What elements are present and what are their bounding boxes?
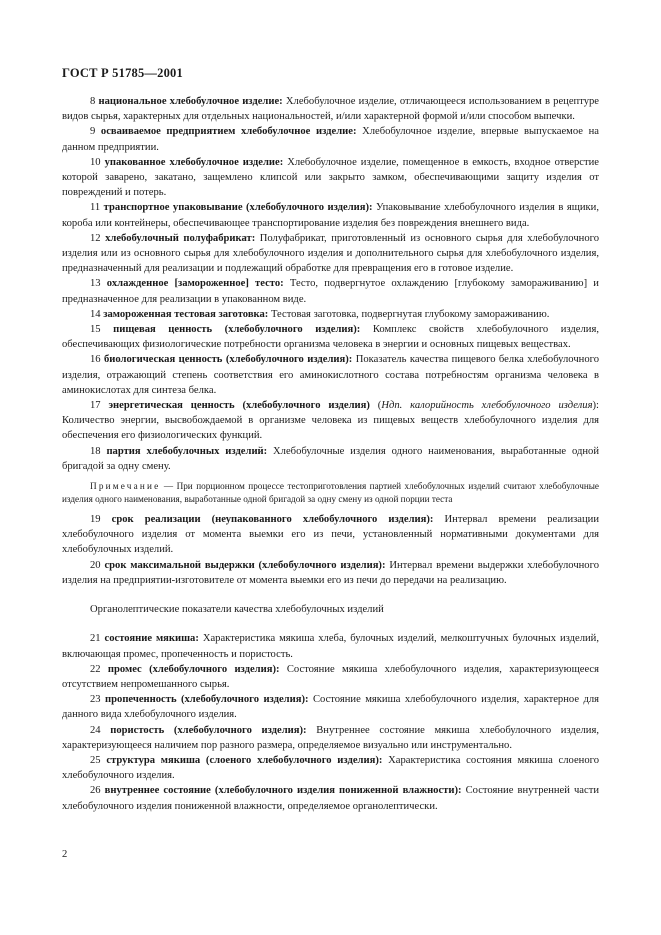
- entry-definition: Полуфабрикат, приготовленный из основного сырья для хлебобулочного изделия или из основного сырья для хлебобулочного изделия и дополнительного сырья для хлебобулочного изделия, предназначенный для реализации и подлежащий обработке для превращения его в готовое изделие.: [62, 232, 599, 275]
- entry-term: внутреннее состояние (хлебобулочного изделия пониженной влажности):: [104, 785, 462, 797]
- entry-definition: Количество энергии, высвобождаемой в организме человека из пищевых веществ хлебобулочного изделия для обеспечения его физиологических функций.: [62, 415, 599, 442]
- note: [62, 480, 599, 506]
- entry-definition: Состояние мякиша хлебобулочного изделия, характерное для данного вида хлебобулочного изделия.: [62, 694, 599, 721]
- entry-number: 18: [90, 445, 101, 457]
- definition-entry-10: [62, 155, 599, 201]
- entry-definition: Хлебобулочное изделие, помещенное в емкость, входное отверстие которой заварено, закатано, защемлено клипсой или закрыто замком, обеспечивающими защиту изделия от повреждений и потерь.: [62, 156, 600, 199]
- entry-number: 24: [90, 724, 101, 736]
- definition-entry-8: [62, 94, 599, 124]
- terms-body: [62, 94, 599, 814]
- entry-number: 20: [90, 559, 101, 571]
- entry-term: охлажденное [замороженное] тесто:: [106, 278, 284, 290]
- entry-definition: Тесто, подвергнутое охлаждению [глубокому замораживанию] и предназначенное для реализации в упакованном виде.: [62, 278, 599, 305]
- definition-entry-24: [62, 723, 599, 753]
- definition-entry-14: [62, 307, 599, 322]
- definition-entry-13: [62, 276, 599, 306]
- note-text: — При порционном процессе тестоприготовления партией хлебобулочных изделий считают хлебобулочные изделия одного наименования, выработанные одной бригадой за одну смену из одной порции теста: [62, 481, 599, 505]
- entry-term: срок реализации (неупакованного хлебобулочного изделия):: [111, 514, 434, 526]
- entry-definition: Интервал времени реализации хлебобулочного изделия от момента выемки его из печи, установленный нормативными документами для хлебобулочных изделий.: [62, 514, 600, 556]
- entry-number: 14: [90, 308, 101, 320]
- entry-definition: Хлебобулочное изделие, впервые выпускаемое на данном предприятии.: [62, 126, 599, 153]
- entry-number: 17: [90, 400, 101, 412]
- entry-term: структура мякиша (слоеного хлебобулочного изделия):: [106, 754, 383, 766]
- entry-term: пористость (хлебобулочного изделия):: [110, 724, 307, 736]
- definition-entry-26: [62, 783, 599, 813]
- definition-entry-21: [62, 631, 599, 661]
- definition-entry-20: [62, 558, 599, 588]
- entry-definition: Показатель качества пищевого белка хлебобулочного изделия, отражающий степень соответствия его аминокислотного состава потребностям организма человека в аминокислотах для синтеза белка.: [62, 354, 599, 396]
- entry-number: 9: [90, 126, 96, 138]
- paren-close: ):: [592, 400, 599, 412]
- entry-number: 10: [90, 156, 101, 168]
- entry-number: 11: [90, 202, 101, 214]
- entry-term: срок максимальной выдержки (хлебобулочного изделия):: [104, 559, 386, 571]
- entry-term: осваиваемое предприятием хлебобулочное изделие:: [100, 126, 357, 138]
- page-number: 2: [62, 849, 68, 860]
- entry-term: упакованное хлебобулочное изделие:: [104, 156, 284, 168]
- entry-term: промес (хлебобулочного изделия):: [107, 663, 280, 675]
- entry-term: транспортное упаковывание (хлебобулочного изделия):: [103, 202, 373, 214]
- entry-number: 16: [90, 354, 101, 366]
- definition-entry-25: [62, 753, 599, 783]
- entry-definition: Состояние внутренней части хлебобулочного изделия пониженной влажности, определяемое органолептически.: [62, 785, 599, 812]
- entry-definition: Хлебобулочные изделия одного наименования, выработанные одной бригадой за одну смену.: [62, 445, 599, 472]
- entry-term: пропеченность (хлебобулочного изделия):: [105, 694, 309, 706]
- entry-number: 22: [90, 663, 101, 675]
- entry-number: 26: [90, 785, 101, 797]
- definition-entry-17: [62, 398, 599, 444]
- entry-term: энергетическая ценность (хлебобулочного изделия): [108, 400, 370, 412]
- section-title: Органолептические показатели качества хлебобулочных изделий: [90, 604, 384, 616]
- entries-group-2: [62, 512, 599, 588]
- entry-term: хлебобулочный полуфабрикат:: [105, 232, 256, 244]
- entry-number: 25: [90, 754, 101, 766]
- entry-definition: Тестовая заготовка, подвергнутая глубокому замораживанию.: [268, 308, 550, 320]
- entry-number: 19: [90, 514, 101, 526]
- entry-term: пищевая ценность (хлебобулочного изделия):: [113, 324, 361, 336]
- definition-entry-23: [62, 692, 599, 722]
- definition-entry-15: [62, 322, 599, 352]
- entry-definition: Упаковывание хлебобулочного изделия в ящики, короба или контейнеры, обеспечивающее транспортирование изделия без повреждения внешнего вида.: [62, 202, 599, 229]
- deprecated-term: Ндп. калорийность хлебобулочного изделия: [381, 400, 593, 412]
- entry-definition: Комплекс свойств хлебобулочного изделия, обеспечивающих физиологические потребности организма человека в энергии и основных пищевых веществах.: [62, 324, 599, 351]
- definition-entry-16: [62, 352, 599, 398]
- entry-definition: Интервал времени выдержки хлебобулочного изделия на предприятии-изготовителе от момента выемки его из печи до передачи на реализацию.: [62, 559, 599, 586]
- note-label: Примечание: [90, 481, 161, 492]
- entry-term: национальное хлебобулочное изделие:: [98, 96, 283, 107]
- entry-term: биологическая ценность (хлебобулочного изделия):: [104, 354, 353, 366]
- entry-number: 21: [90, 633, 101, 645]
- definition-entry-12: [62, 231, 599, 277]
- entries-group-1: [62, 94, 599, 398]
- entry-number: 12: [90, 232, 101, 244]
- entry-number: 15: [90, 324, 101, 336]
- definition-entry-22: [62, 662, 599, 692]
- entry-term: состояние мякиша:: [104, 633, 199, 645]
- standard-designation: ГОСТ Р 51785—2001: [62, 66, 183, 80]
- entry-definition: Характеристика состояния мякиша слоеного хлебобулочного изделия.: [62, 754, 599, 782]
- entries-group-3: [62, 631, 599, 813]
- entry-number: 8: [90, 96, 96, 107]
- paren-open: (: [369, 400, 382, 412]
- entry-definition: Хлебобулочное изделие, отличающееся использованием в рецептуре видов сырья, характерных для отдельных национальностей, и/или характерной формой и/или способом выпечки.: [62, 96, 600, 123]
- entry-definition: Внутреннее состояние мякиша хлебобулочного изделия, характеризующееся наличием пор разного размера, определяемое визуально или инструментально.: [62, 724, 599, 751]
- definition-entry-11: [62, 200, 599, 230]
- entry-term: замороженная тестовая заготовка:: [103, 308, 269, 320]
- entry-definition: Состояние мякиша хлебобулочного изделия, характеризующееся отсутствием непромешанного сырья.: [62, 663, 599, 690]
- entry-number: 13: [90, 278, 101, 290]
- entry-number: 23: [90, 694, 101, 706]
- definition-entry-18: [62, 444, 599, 474]
- entry-definition: Характеристика мякиша хлеба, булочных изделий, мелкоштучных булочных изделий, включающая промес, пропеченность и пористость.: [62, 633, 600, 660]
- definition-entry-19: [62, 512, 599, 558]
- entry-term: партия хлебобулочных изделий:: [106, 445, 268, 457]
- definition-entry-9: [62, 124, 599, 154]
